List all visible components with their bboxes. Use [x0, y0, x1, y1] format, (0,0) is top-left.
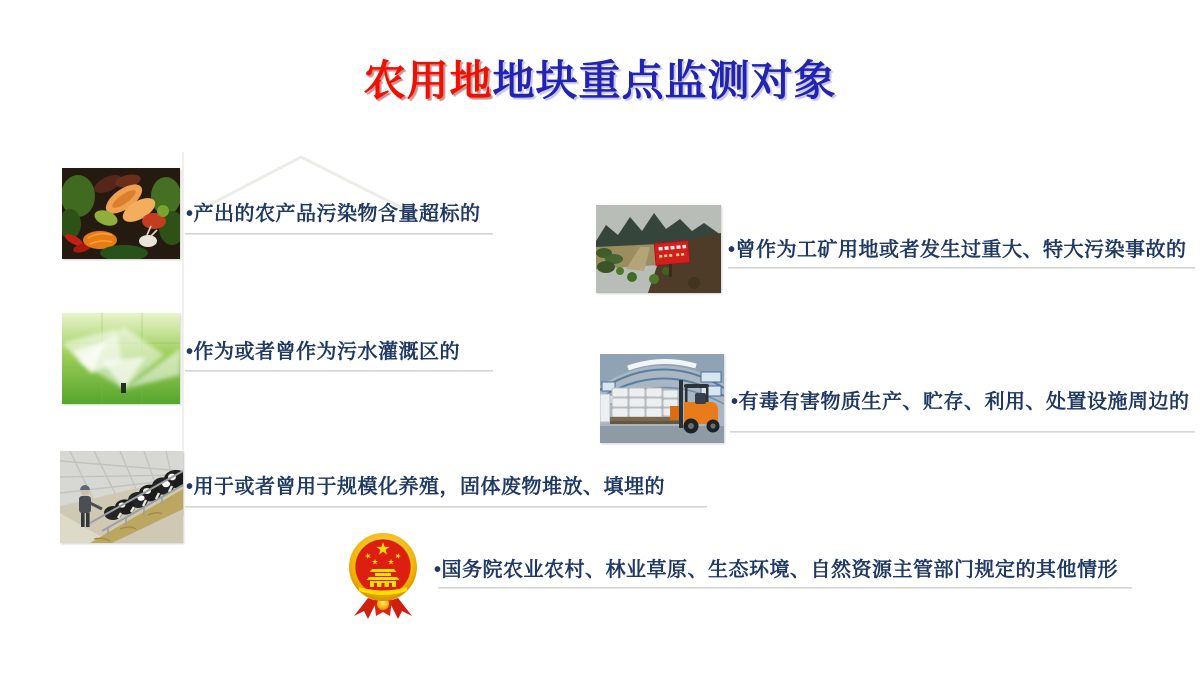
bullet-livestock: •用于或者曾用于规模化养殖，固体废物堆放、填埋的: [186, 476, 666, 498]
underline-livestock: [185, 506, 707, 508]
mining-site-photo: [596, 205, 721, 293]
mine-warning-sign: [654, 241, 690, 266]
produce-photo: [62, 168, 180, 259]
bullet-hazmat: •有毒有害物质生产、贮存、利用、处置设施周边的: [731, 391, 1190, 413]
bullet-mining: •曾作为工矿用地或者发生过重大、特大污染事故的: [728, 239, 1187, 261]
page-title: [0, 56, 1200, 106]
underline-produce: [185, 233, 493, 235]
underline-irrigation: [185, 370, 493, 372]
bullet-irrigation: •作为或者曾作为污水灌溉区的: [186, 341, 461, 363]
title-rest: 地块重点监测对象: [492, 57, 837, 104]
underline-hazmat: [730, 431, 1195, 433]
bullet-produce: •产出的农产品污染物含量超标的: [186, 203, 481, 225]
warehouse-forklift-photo: [600, 354, 724, 443]
underline-other-situations: [438, 587, 1132, 589]
national-emblem: [346, 528, 420, 620]
bullet-other-situations: •国务院农业农村、林业草原、生态环境、自然资源主管部门规定的其他情形: [434, 559, 1119, 581]
sprinkler-irrigation-photo: [62, 313, 180, 404]
title-highlight: 农用地: [363, 57, 493, 104]
underline-mining: [728, 267, 1195, 269]
dairy-farm-photo: [60, 451, 183, 543]
